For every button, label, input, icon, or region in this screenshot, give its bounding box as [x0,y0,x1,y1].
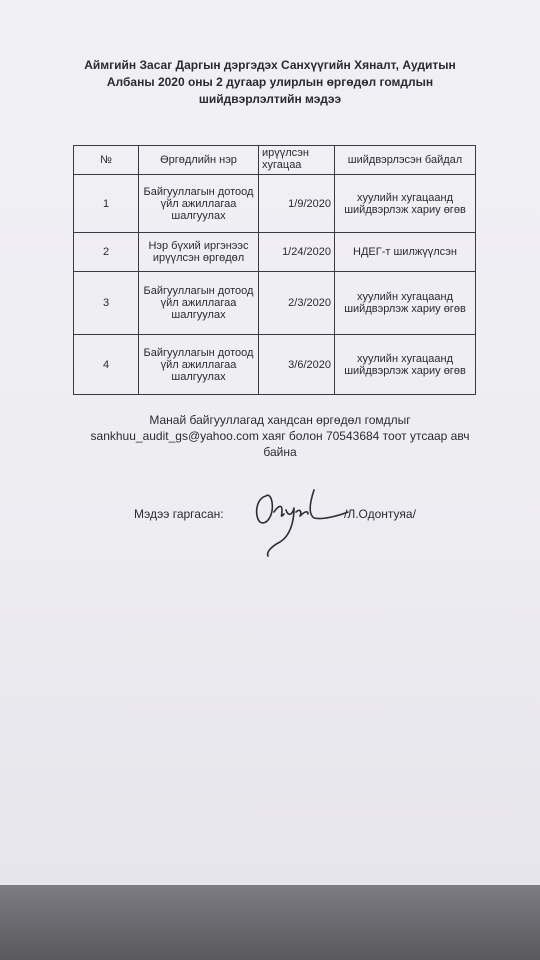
cell-submitted-date: 3/6/2020 [259,335,335,395]
cell-submitted-date: 1/9/2020 [259,175,335,233]
cell-petition-name: Байгууллагын дотоод үйл ажиллагаа шалгуулах [139,272,259,335]
cell-number: 3 [74,272,139,335]
table-row [74,175,476,233]
title-line-1: Аймгийн Засаг Даргын дэргэдэх Санхүүгийн Хяналт, Аудитын [84,58,456,72]
document-title [70,57,470,108]
cell-resolution-status: НДЕГ-т шилжүүлсэн [335,233,476,272]
title-line-3: шийдвэрлэлтийн мэдээ [198,92,342,106]
header-number: № [74,146,139,175]
cell-resolution-status: хуулийн хугацаанд шийдвэрлэж хариу өгөв [335,175,476,233]
cell-submitted-date: 2/3/2020 [259,272,335,335]
complaints-table [73,145,476,395]
signer-name: /Л.Одонтуяа/ [344,507,416,521]
signature-label: Мэдээ гаргасан: [134,507,224,521]
table-row [74,272,476,335]
contact-note [70,412,490,460]
title-line-2: Албаны 2020 оны 2 дугаар улирлын өргөдөл гомдлын [106,75,434,89]
cell-number: 1 [74,175,139,233]
cell-number: 4 [74,335,139,395]
header-resolution-status: шийдвэрлэсэн байдал [335,146,476,175]
cell-petition-name: Нэр бүхий иргэнээс ирүүлсэн өргөдөл [139,233,259,272]
header-petition-name: Өргөдлийн нэр [139,146,259,175]
cell-petition-name: Байгууллагын дотоод үйл ажиллагаа шалгуулах [139,175,259,233]
cell-submitted-date: 1/24/2020 [259,233,335,272]
contact-line-2: sankhuu_audit_gs@yahoo.com хаяг болон 70543684 тоот утсаар авч [90,429,470,443]
contact-line-1: Манай байгууллагад хандсан өргөдөл гомдлыг [149,413,411,427]
table-header-row [74,146,476,175]
header-submitted-date: ирүүлсэн хугацаа [259,146,335,175]
background-surface [0,885,540,960]
cell-resolution-status: хуулийн хугацаанд шийдвэрлэж хариу өгөв [335,272,476,335]
cell-petition-name: Байгууллагын дотоод үйл ажиллагаа шалгуулах [139,335,259,395]
cell-number: 2 [74,233,139,272]
table-row [74,233,476,272]
cell-resolution-status: хуулийн хугацаанд шийдвэрлэж хариу өгөв [335,335,476,395]
table-row [74,335,476,395]
contact-line-3: байна [263,445,297,459]
handwritten-signature [244,482,354,562]
